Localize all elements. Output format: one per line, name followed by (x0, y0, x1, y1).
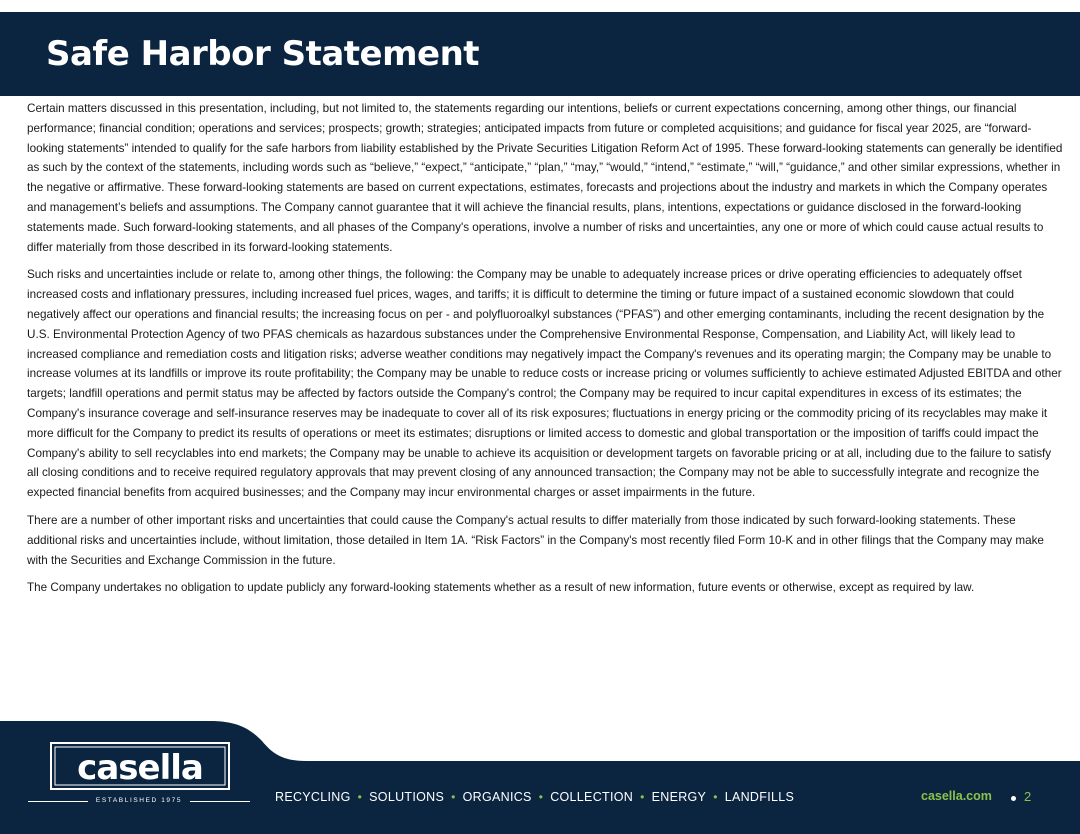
service-landfills: LANDFILLS (724, 790, 795, 804)
service-separator: • (713, 790, 718, 804)
safe-harbor-body (27, 99, 1063, 606)
service-solutions: SOLUTIONS (369, 790, 445, 804)
service-separator: • (640, 790, 645, 804)
bullet-dot-icon (1011, 796, 1016, 801)
website-link[interactable]: casella.com (921, 789, 992, 803)
service-separator: • (538, 790, 544, 804)
paragraph-no-obligation: The Company undertakes no obligation to update publicly any forward-looking statements whether as a result of new information, future events or otherwise, except as required by law. (27, 581, 975, 595)
logo-wordmark: casella (77, 748, 203, 788)
tagline-rule-left (28, 801, 88, 802)
tagline-text: ESTABLISHED 1975 (95, 797, 183, 804)
paragraph-other-risks: There are a number of other important risks and uncertainties that could cause the Company's actual results to differ materially from those indicated by such forward-looking statements. These additional risks and uncertainties include, without limitation, those detailed in Item 1A. “Risk Factors” in the Company's most recently filed Form 10-K and in other filings that the Company may make with the Securities and Exchange Commission in the future. (27, 513, 1044, 567)
tagline-rule-right (190, 801, 250, 802)
page-title: Safe Harbor Statement (46, 34, 480, 74)
service-separator: • (357, 790, 363, 804)
casella-logo (50, 742, 230, 790)
service-collection: COLLECTION (550, 790, 634, 804)
services-list (275, 790, 794, 804)
service-recycling: RECYCLING (275, 790, 351, 804)
service-organics: ORGANICS (462, 790, 532, 804)
page-number: 2 (1024, 789, 1032, 804)
logo-tagline (28, 795, 250, 807)
service-separator: • (451, 790, 456, 804)
service-energy: ENERGY (651, 790, 707, 804)
paragraph-risks: Such risks and uncertainties include or relate to, among other things, the following: the Company may be unable to adequately increase prices or drive operating efficiencies to adequately offset increased costs and inflationary pressures, including increased fuel prices, wages, and tariffs; it is difficult to determine the timing or future impact of a sustained economic slowdown that could negatively affect our operations and financial results; the increasing focus on per - and polyfluoroalkyl substances (“PFAS”) and other emerging contaminants, including the recent designation by the U.S. Environmental Protection Agency of two PFAS chemicals as hazardous substances under the Comprehensive Environmental Response, Compensation, and Liability Act, will likely lead to increased compliance and remediation costs and litigation risks; adverse weather conditions may negatively impact the Company's revenues and its operating margin; the Company may be unable to increase volumes at its landfills or improve its route profitability; the Company may be unable to reduce costs or increase pricing or volumes sufficiently to achieve estimated Adjusted EBITDA and other targets; landfill operations and permit status may be affected by factors outside the Company's control; the Company may be required to incur capital expenditures in excess of its estimates; the Company's insurance coverage and self-insurance reserves may be inadequate to cover all of its risk exposures; fluctuations in energy pricing or the commodity pricing of its recyclables may make it more difficult for the Company to predict its results of operations or meet its estimates; disruptions or limited access to domestic and global transportation or the imposition of tariffs could impact the Company's ability to sell recyclables into end markets; the Company may be unable to achieve its acquisition or development targets on favorable pricing or at all, including due to the failure to satisfy all closing conditions and to receive required regulatory approvals that may prevent closing of any announced transaction; the Company may not be able to successfully integrate and recognize the expected financial benefits from acquired businesses; and the Company may incur environmental charges or asset impairments in the future. (27, 268, 1062, 500)
paragraph-forward-looking: Certain matters discussed in this presentation, including, but not limited to, the statements regarding our intentions, beliefs or current expectations concerning, among other things, our financial performance; financial condition; operations and services; prospects; growth; strategies; anticipated impacts from future or completed acquisitions; and guidance for fiscal year 2025, are “forward-looking statements” intended to qualify for the safe harbors from liability established by the Private Securities Litigation Reform Act of 1995. These forward-looking statements can generally be identified as such by the context of the statements, including words such as “believe,” “expect,” “anticipate,” “plan,” “may,” “would,” “intend,” “estimate,” “will,” “guidance,” and other similar expressions, whether in the negative or affirmative. These forward-looking statements are based on current expectations, estimates, forecasts and projections about the industry and markets in which the Company operates and management’s beliefs and assumptions. The Company cannot guarantee that it will achieve the financial results, plans, intentions, expectations or guidance disclosed in the forward-looking statements made. Such forward-looking statements, and all phases of the Company's operations, involve a number of risks and uncertainties, any one or more of which could cause actual results to differ materially from those described in its forward-looking statements. (27, 102, 1063, 254)
